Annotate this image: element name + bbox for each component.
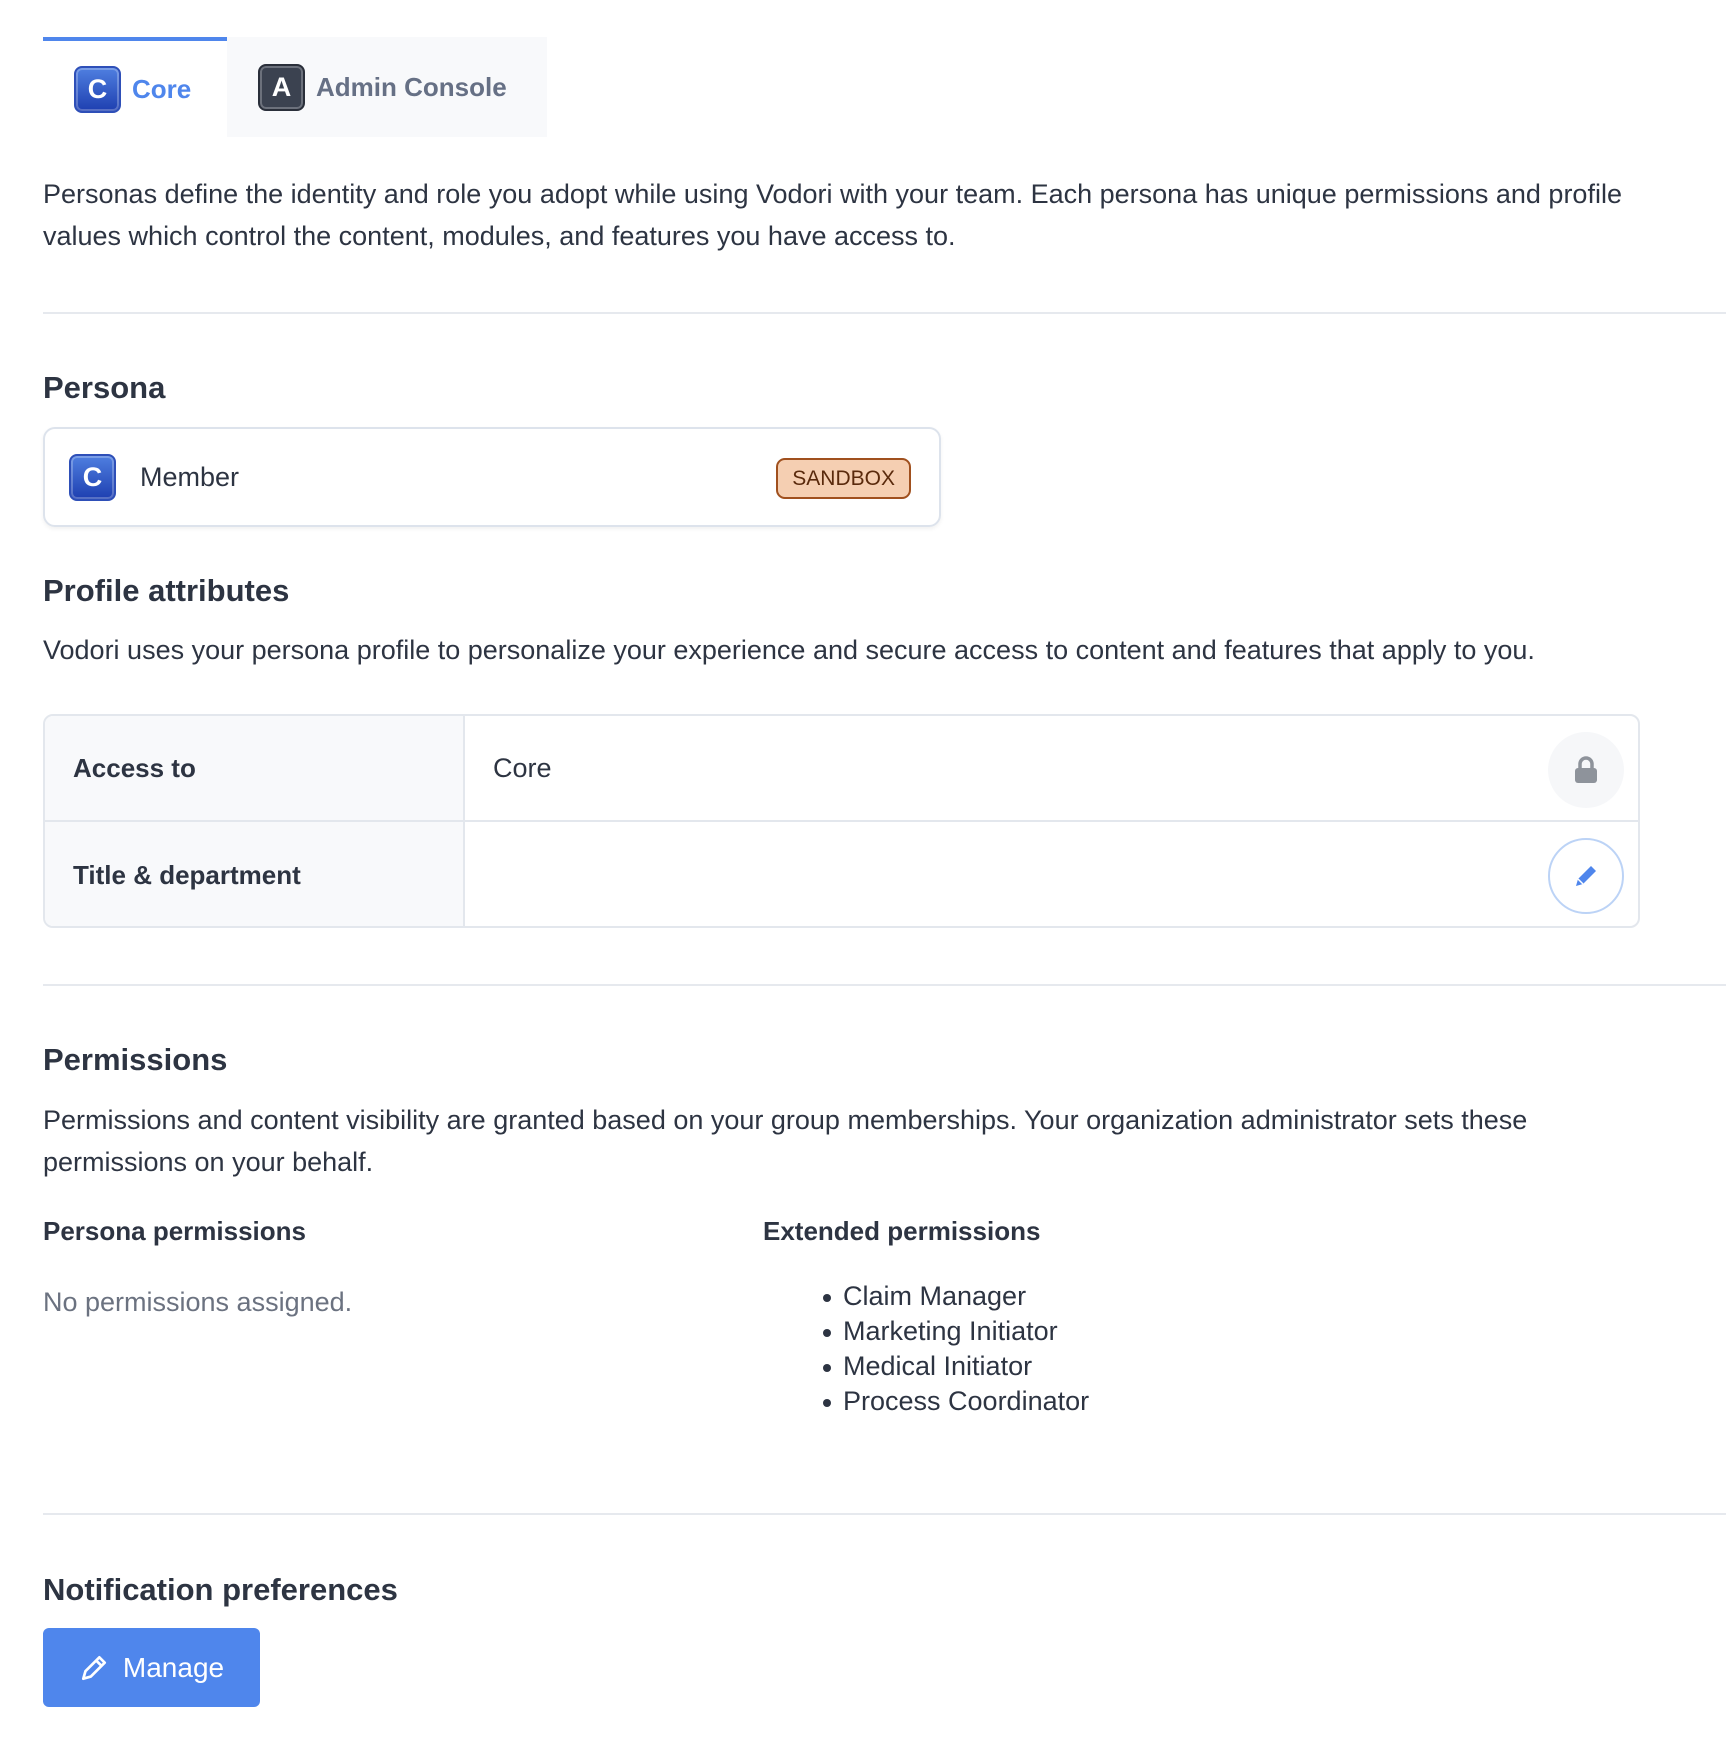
persona-selector[interactable] <box>43 427 941 527</box>
profile-attributes-table <box>43 714 1640 928</box>
persona-heading: Persona <box>43 370 166 405</box>
persona-app-icon: C <box>69 454 116 501</box>
sandbox-badge: SANDBOX <box>776 458 911 499</box>
extended-permissions-list <box>823 1279 1089 1419</box>
persona-name: Member <box>140 461 240 492</box>
list-item: Claim Manager <box>823 1279 1089 1314</box>
tab-core[interactable] <box>43 37 227 137</box>
table-row <box>45 716 1638 822</box>
divider <box>43 984 1726 986</box>
divider <box>43 312 1726 314</box>
list-item: Medical Initiator <box>823 1349 1089 1384</box>
attribute-label: Access to <box>45 716 465 820</box>
attribute-value: Core <box>493 752 552 783</box>
extended-permissions-heading: Extended permissions <box>763 1216 1041 1246</box>
table-row <box>45 822 1638 928</box>
no-permissions-text: No permissions assigned. <box>43 1287 353 1317</box>
tab-core-label: Core <box>132 73 192 104</box>
admin-app-icon: A <box>258 64 305 111</box>
pencil-icon <box>1572 862 1600 890</box>
pencil-icon <box>79 1653 109 1683</box>
tab-admin-console[interactable] <box>227 37 547 137</box>
profile-description: Vodori uses your persona profile to personalize your experience and secure access to content and features that apply to you. <box>43 635 1535 665</box>
manage-button[interactable] <box>43 1628 260 1707</box>
persona-permissions-heading: Persona permissions <box>43 1216 306 1246</box>
list-item: Marketing Initiator <box>823 1314 1089 1349</box>
manage-label: Manage <box>122 1651 225 1683</box>
lock-icon <box>1548 732 1624 808</box>
permissions-heading: Permissions <box>43 1042 228 1077</box>
attribute-label: Title & department <box>45 822 465 928</box>
tab-admin-console-label: Admin Console <box>316 71 507 102</box>
list-item: Process Coordinator <box>823 1384 1089 1419</box>
intro-text: Personas define the identity and role you adopt while using Vodori with your team. Each persona has unique permissions and profile values which control the content, modules, and features you have access to. <box>43 179 1622 251</box>
edit-title-button[interactable] <box>1548 838 1624 914</box>
notification-preferences-heading: Notification preferences <box>43 1572 398 1607</box>
core-app-icon: C <box>74 66 121 113</box>
divider <box>43 1513 1726 1515</box>
profile-attributes-heading: Profile attributes <box>43 573 290 608</box>
permissions-description: Permissions and content visibility are granted based on your group memberships. Your organization administrator sets these permissions on your behalf. <box>43 1105 1528 1177</box>
